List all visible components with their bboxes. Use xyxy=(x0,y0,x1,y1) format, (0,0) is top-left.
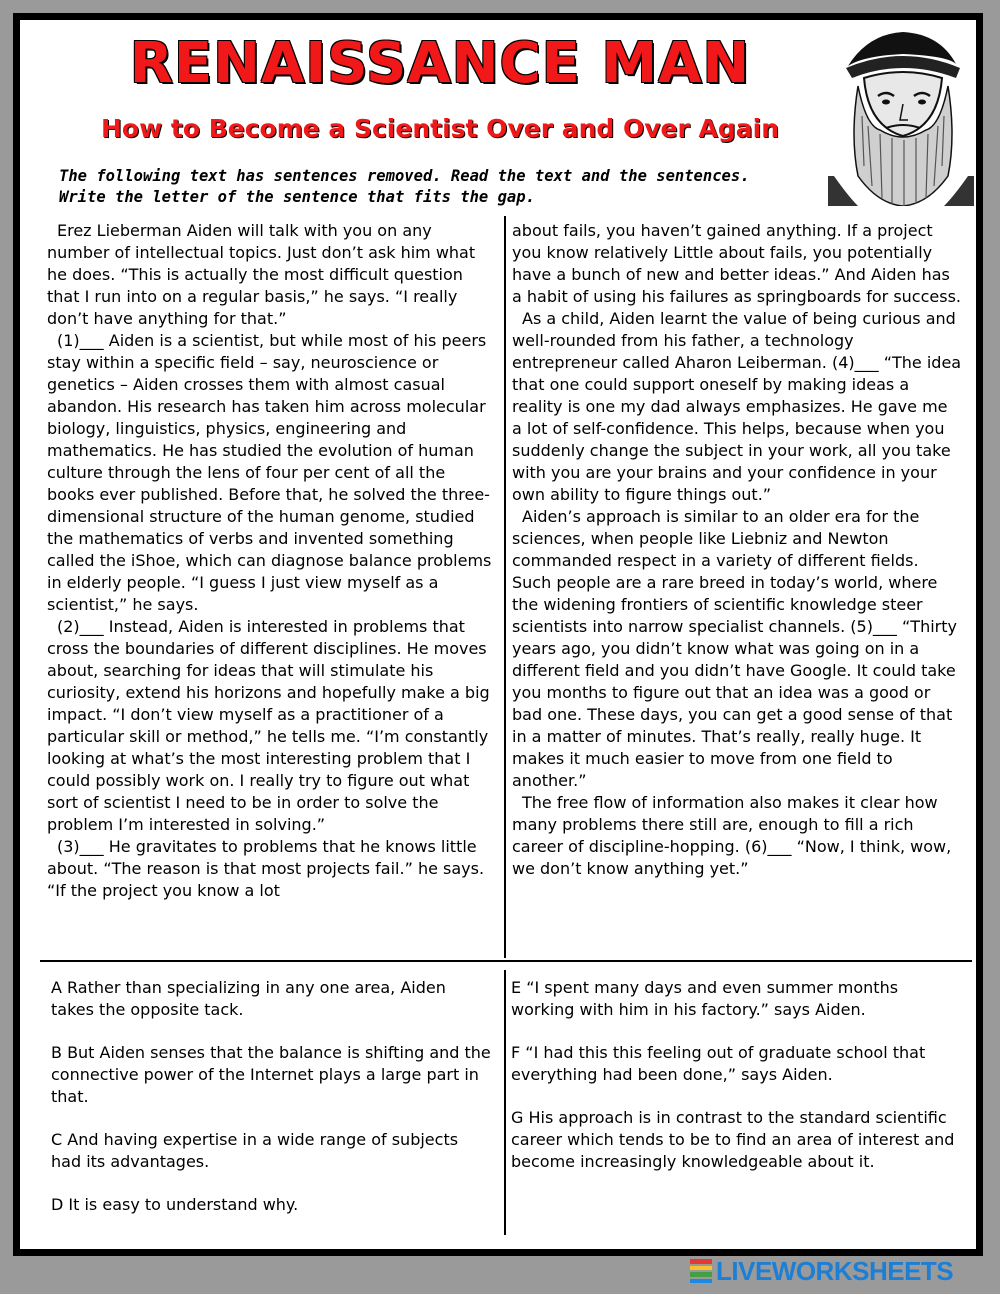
instructions-line-1: The following text has sentences removed. Read the text and the sentences. xyxy=(59,167,750,185)
option-b: B But Aiden senses that the balance is shifting and the connective power of the Internet plays a large part in that. xyxy=(51,1043,491,1106)
liveworksheets-logo-icon xyxy=(690,1258,712,1284)
article-paragraph: (1)___ Aiden is a scientist, but while most of his peers stay within a specific field – say, neuroscience or genetics – Aiden crosses them with almost casual abandon. His research has taken him across molecular biology, linguistics, physics, engineering and mathematics. He has studied the evolution of human culture through the lens of four per cent of all the books ever published. Before that, he solved the three-dimensional structure of the human genome, studied the mathematics of verbs and invented something called the iShoe, which can diagnose balance problems in elderly people. “I guess I just view myself as a scientist,” he says. xyxy=(47,331,492,614)
option-g: G His approach is in contrast to the standard scientific career which tends to be to find an area of interest and become increasingly knowledgeable about it. xyxy=(511,1108,955,1171)
instructions xyxy=(59,166,819,208)
article-paragraph: The free flow of information also makes it clear how many problems there still are, enough to fill a rich career of discipline-hopping. (6)___ “Now, I think, wow, we don’t know anything yet.” xyxy=(512,793,952,878)
option-c: C And having expertise in a wide range of subjects had its advantages. xyxy=(51,1130,459,1171)
options-divider xyxy=(504,970,506,1235)
liveworksheets-logo[interactable] xyxy=(690,1256,953,1286)
page-title: RENAISSANCE MAN xyxy=(129,31,751,96)
option-d: D It is easy to understand why. xyxy=(51,1195,299,1214)
page-subtitle: How to Become a Scientist Over and Over Again xyxy=(100,114,780,143)
article-left-column xyxy=(47,220,495,902)
article-paragraph: Aiden’s approach is similar to an older era for the sciences, when people like Liebniz and Newton commanded respect in a variety of different fields. Such people are a rare breed in today’s world, where the widening frontiers of scientific knowledge steer scientists into narrow specialist channels. (5)___ “Thirty years ago, you didn’t know what was going on in a different field and you didn’t have Google. It could take you months to figure out that an idea was a good or bad one. These days, you can get a good sense of that in a matter of minutes. That’s really, really huge. It makes it much easier to move from one field to another.” xyxy=(512,507,957,790)
option-f: F “I had this this feeling out of graduate school that everything had been done,” says Aiden. xyxy=(511,1043,926,1084)
article-paragraph: (3)___ He gravitates to problems that he knows little about. “The reason is that most projects fail.” he says. “If the project you know a lot xyxy=(47,837,485,900)
logo-text: LIVEWORKSHEETS xyxy=(716,1255,954,1286)
section-divider xyxy=(40,960,972,962)
article-right-column xyxy=(512,220,962,880)
article-paragraph: about fails, you haven’t gained anything. If a project you know relatively Little about fails, you potentially have a bunch of new and better ideas.” And Aiden has a habit of using his failures as springboards for success. xyxy=(512,221,961,306)
article-paragraph: Erez Lieberman Aiden will talk with you on any number of intellectual topics. Just don’t ask him what he does. “This is actually the most difficult question that I run into on a regular basis,” he says. “I really don’t have anything for that.” xyxy=(47,221,476,328)
option-e: E “I spent many days and even summer months working with him in his factory.” says Aiden. xyxy=(511,978,899,1019)
options-left xyxy=(51,977,491,1237)
option-a: A Rather than specializing in any one area, Aiden takes the opposite tack. xyxy=(51,978,446,1019)
article-paragraph: As a child, Aiden learnt the value of being curious and well-rounded from his father, a technology entrepreneur called Aharon Leiberman. (4)___ “The idea that one could support oneself by making ideas a reality is one my dad always emphasizes. He gave me a lot of self-confidence. This helps, because when you suddenly change the subject in your work, all you take with you are your brains and your confidence in your own ability to figure things out.” xyxy=(512,309,962,504)
instructions-line-2: Write the letter of the sentence that fits the gap. xyxy=(59,188,535,206)
column-divider xyxy=(504,216,506,958)
article-paragraph: (2)___ Instead, Aiden is interested in problems that cross the boundaries of different disciplines. He moves about, searching for ideas that will stimulate his curiosity, extend his horizons and hopefully make a big impact. “I don’t view myself as a practitioner of a particular skill or method,” he tells me. “I’m constantly looking at what’s the most interesting problem that I could possibly work on. I really try to figure out what sort of scientist I need to be in order to solve the problem I’m interested in solving.” xyxy=(47,617,490,834)
leonardo-portrait-icon xyxy=(828,26,974,206)
worksheet-page xyxy=(13,13,983,1256)
options-right xyxy=(511,977,957,1194)
